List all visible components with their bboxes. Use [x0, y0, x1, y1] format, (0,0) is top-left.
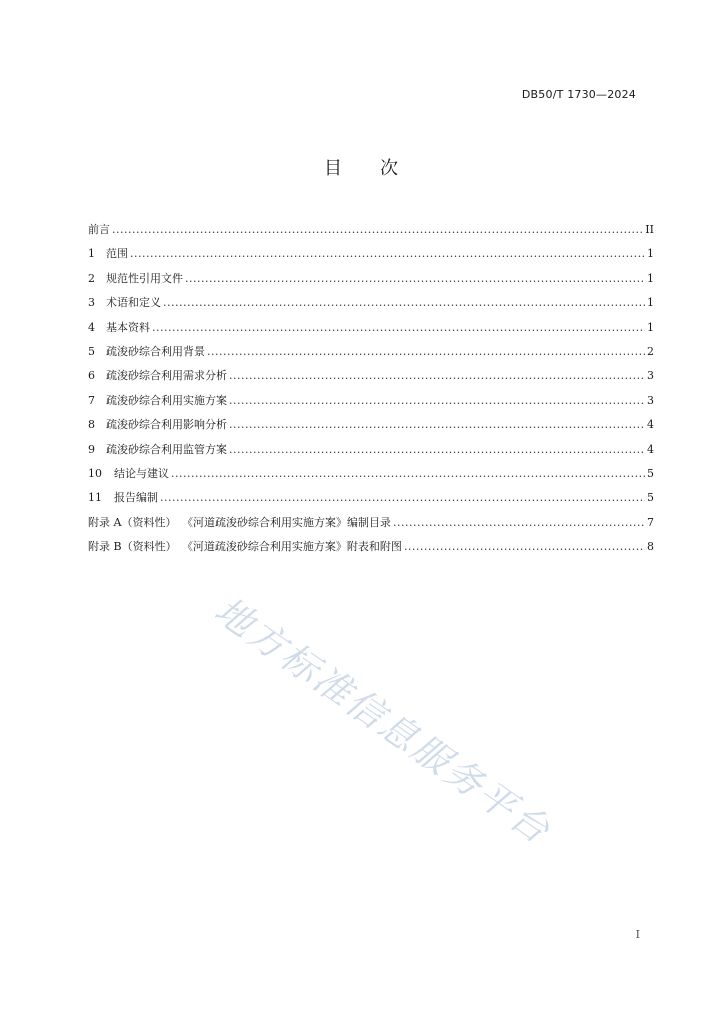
- toc-item-page: 1: [647, 247, 654, 261]
- toc-item-label: 疏浚砂综合利用监管方案: [106, 442, 227, 456]
- toc-item-2[interactable]: [88, 267, 654, 291]
- toc-item-page: 3: [647, 393, 654, 407]
- toc-item-1[interactable]: [88, 242, 654, 266]
- toc-item-page: II: [645, 223, 654, 236]
- toc-leader-dots: [393, 511, 645, 535]
- toc-leader-dots: [229, 413, 645, 437]
- toc-item-page: 7: [647, 515, 654, 529]
- toc-item-number: 2: [88, 271, 95, 285]
- toc-item-page: 4: [647, 442, 654, 456]
- toc-item-number: 9: [88, 442, 95, 456]
- toc-item-label: 结论与建议: [114, 466, 169, 480]
- toc-item-label: 疏浚砂综合利用实施方案: [106, 393, 227, 407]
- toc-item-4[interactable]: [88, 316, 654, 340]
- toc-leader-dots: [229, 438, 645, 462]
- toc-item-page: 8: [647, 540, 654, 554]
- toc-item-label: 疏浚砂综合利用影响分析: [106, 418, 227, 432]
- toc-item-page: 3: [647, 369, 654, 383]
- toc-item-label: 附录 B（资料性）: [88, 540, 177, 554]
- toc-item-10[interactable]: [88, 462, 654, 486]
- toc-item-label: 术语和定义: [106, 296, 161, 310]
- toc-item-label: 疏浚砂综合利用需求分析: [106, 369, 227, 383]
- toc-leader-dots: [207, 340, 645, 364]
- toc-item-page: 5: [647, 491, 654, 505]
- toc-item-label: 疏浚砂综合利用背景: [106, 344, 205, 358]
- toc-item-foreword[interactable]: [88, 218, 654, 242]
- toc-item-appendix-a[interactable]: [88, 511, 654, 535]
- toc-item-number: 4: [88, 320, 95, 334]
- toc-item-label: 前言: [88, 223, 110, 236]
- page-title-right: 次: [380, 158, 400, 179]
- toc-item-number: 10: [88, 466, 102, 480]
- toc-leader-dots: [229, 364, 645, 388]
- page-title-left: 目: [324, 158, 344, 179]
- watermark: 地方标准信息服务平台: [206, 588, 560, 854]
- toc-item-6[interactable]: [88, 364, 654, 388]
- toc-leader-dots: [112, 218, 643, 242]
- toc-item-page: 1: [647, 271, 654, 285]
- toc-leader-dots: [404, 535, 645, 559]
- toc-item-appendix-b[interactable]: [88, 535, 654, 559]
- toc-leader-dots: [152, 316, 645, 340]
- table-of-contents: [88, 218, 654, 559]
- toc-item-subtitle: 《河道疏浚砂综合利用实施方案》编制目录: [182, 515, 392, 529]
- page-number: I: [635, 928, 640, 941]
- toc-leader-dots: [185, 267, 645, 291]
- toc-leader-dots: [229, 389, 645, 413]
- toc-item-5[interactable]: [88, 340, 654, 364]
- toc-item-number: 5: [88, 344, 95, 358]
- toc-item-page: 1: [647, 296, 654, 310]
- toc-item-number: 11: [88, 491, 102, 505]
- toc-item-11[interactable]: [88, 486, 654, 510]
- toc-item-page: 2: [647, 344, 654, 358]
- toc-item-3[interactable]: [88, 291, 654, 315]
- toc-item-number: 6: [88, 369, 95, 383]
- toc-leader-dots: [171, 462, 645, 486]
- toc-item-7[interactable]: [88, 389, 654, 413]
- toc-item-page: 1: [647, 320, 654, 334]
- toc-item-label: 规范性引用文件: [106, 271, 183, 285]
- toc-item-number: 3: [88, 296, 95, 310]
- toc-item-number: 8: [88, 418, 95, 432]
- toc-item-label: 范围: [106, 247, 128, 261]
- toc-item-9[interactable]: [88, 438, 654, 462]
- toc-leader-dots: [163, 291, 645, 315]
- toc-item-page: 5: [647, 466, 654, 480]
- toc-item-label: 报告编制: [114, 491, 158, 505]
- toc-item-page: 4: [647, 418, 654, 432]
- document-code: DB50/T 1730—2024: [521, 88, 636, 101]
- page-title: [0, 154, 724, 180]
- toc-item-number: 1: [88, 247, 95, 261]
- toc-leader-dots: [160, 486, 645, 510]
- toc-item-number: 7: [88, 393, 95, 407]
- toc-leader-dots: [130, 242, 645, 266]
- toc-item-8[interactable]: [88, 413, 654, 437]
- toc-item-label: 基本资料: [106, 320, 150, 334]
- toc-item-subtitle: 《河道疏浚砂综合利用实施方案》附表和附图: [181, 540, 402, 554]
- toc-item-label: 附录 A（资料性）: [88, 515, 177, 529]
